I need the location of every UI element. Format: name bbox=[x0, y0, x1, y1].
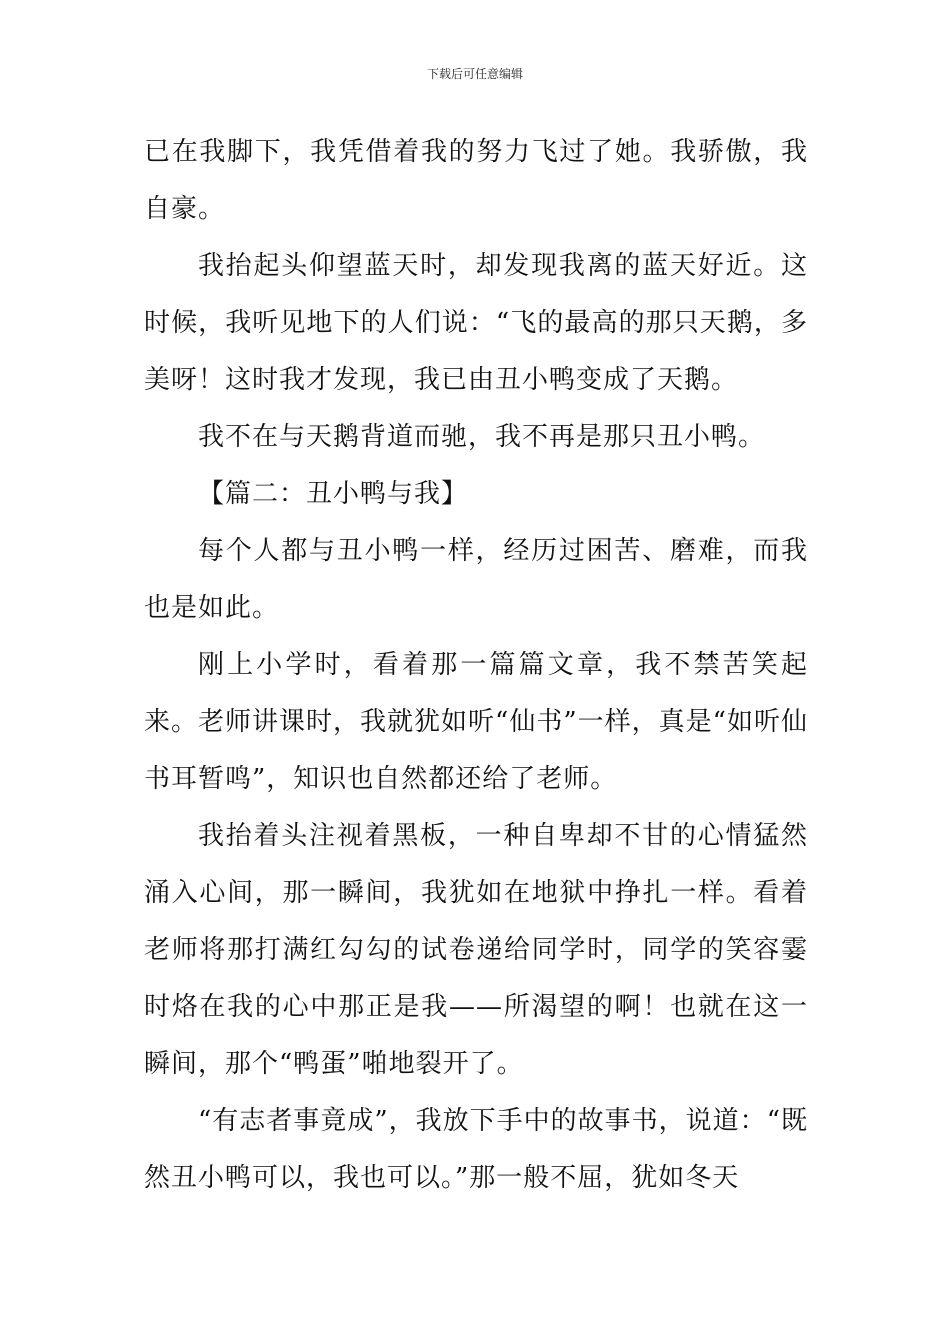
paragraph: 我抬起头仰望蓝天时，却发现我离的蓝天好近。这时候，我听见地下的人们说：“飞的最高的那只天鹅，多美呀！这时我才发现，我已由丑小鸭变成了天鹅。 bbox=[144, 251, 808, 395]
paragraph: “有志者事竟成”，我放下手中的故事书，说道：“既然丑小鸭可以，我也可以。”那一般不屈，犹如冬天 bbox=[144, 1106, 808, 1193]
paragraph-continuation: 已在我脚下，我凭借着我的努力飞过了她。我骄傲，我自豪。 bbox=[144, 137, 808, 224]
paragraph: 刚上小学时，看着那一篇篇文章，我不禁苦笑起来。老师讲课时，我就犹如听“仙书”一样，真是“如听仙书耳暂鸣”，知识也自然都还给了老师。 bbox=[144, 650, 808, 794]
paragraph: 每个人都与丑小鸭一样，经历过困苦、磨难，而我也是如此。 bbox=[144, 536, 808, 623]
section-heading: 【篇二：丑小鸭与我】 bbox=[198, 479, 469, 509]
paragraph: 我抬着头注视着黑板，一种自卑却不甘的心情猛然涌入心间，那一瞬间，我犹如在地狱中挣扎一样。看着老师将那打满红勾勾的试卷递给同学时，同学的笑容霎时烙在我的心中那正是我——所渴望的啊！也就在这一瞬间，那个“鸭蛋”啪地裂开了。 bbox=[144, 821, 808, 1079]
page-header: 下载后可任意编辑 bbox=[426, 67, 523, 81]
paragraph: 我不在与天鹅背道而驰，我不再是那只丑小鸭。 bbox=[198, 422, 766, 452]
document-body bbox=[144, 124, 808, 1207]
